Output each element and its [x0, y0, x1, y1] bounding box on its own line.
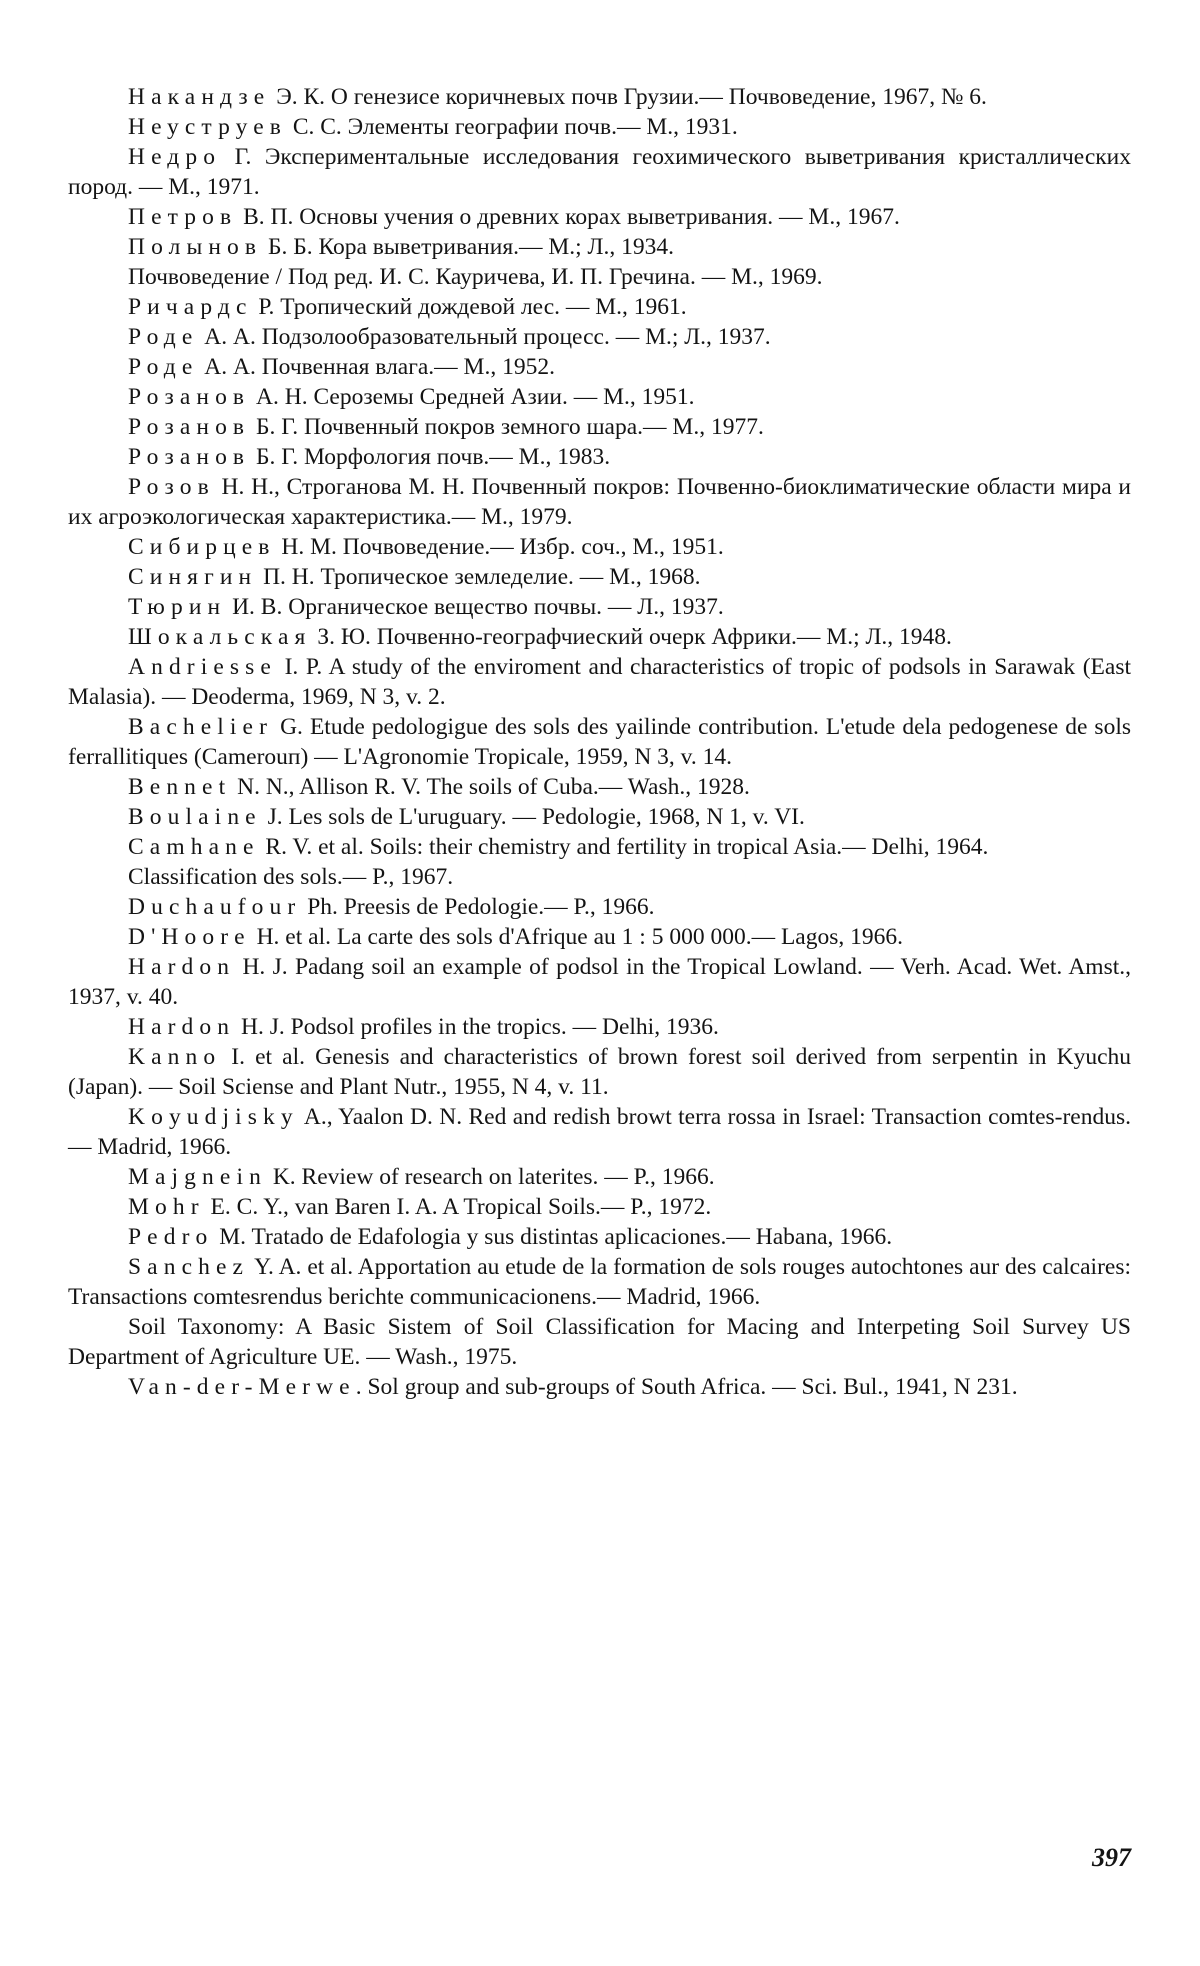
reference-entry	[68, 472, 1131, 532]
reference-entry	[68, 292, 1131, 322]
reference-entry	[68, 1012, 1131, 1042]
reference-entry	[68, 1372, 1131, 1402]
reference-entry	[68, 1222, 1131, 1252]
reference-entry	[68, 412, 1131, 442]
reference-text: J. Les sols de L'uruguary. — Pedologie, 1968, N 1, v. VI.	[261, 804, 805, 830]
reference-text: H. J. Podsol profiles in the tropics. — Delhi, 1936.	[235, 1014, 719, 1040]
reference-text: С. С. Элементы географии почв.— М., 1931.	[286, 114, 738, 140]
reference-text: З. Ю. Почвенно-географчиеский очерк Африки.— М.; Л., 1948.	[311, 624, 952, 650]
reference-entry	[68, 1042, 1131, 1102]
reference-entry	[68, 772, 1131, 802]
reference-entry	[68, 532, 1131, 562]
reference-text: Б. Г. Морфология почв.— М., 1983.	[250, 444, 611, 470]
reference-entry	[68, 1192, 1131, 1222]
reference-text: Б. Б. Кора выветривания.— М.; Л., 1934.	[262, 234, 674, 260]
reference-author: Boulaine	[128, 804, 262, 830]
reference-author: Ричардс	[128, 294, 253, 320]
reference-entry	[68, 652, 1131, 712]
reference-entry	[68, 592, 1131, 622]
reference-author: Тюрин	[128, 594, 227, 620]
reference-entry	[68, 622, 1131, 652]
reference-text: И. В. Органическое вещество почвы. — Л., 1937.	[226, 594, 724, 620]
reference-text: H. et al. La carte des sols d'Afrique au 1 : 5 000 000.— Lagos, 1966.	[250, 924, 904, 950]
reference-author: Hardon	[128, 954, 236, 980]
reference-author: Розов	[128, 474, 215, 500]
reference-list	[68, 82, 1131, 1402]
reference-author: Bachelier	[128, 714, 274, 740]
reference-entry	[68, 142, 1131, 202]
reference-entry	[68, 922, 1131, 952]
reference-text: H. J. Padang soil an example of podsol in the Tropical Lowland. — Verh. Acad. Wet. Amst., 1937, v. 40.	[68, 954, 1131, 1010]
reference-author: Van-der-Merwe	[128, 1374, 356, 1400]
reference-author: Синягин	[128, 564, 258, 590]
reference-entry	[68, 892, 1131, 922]
reference-entry	[68, 562, 1131, 592]
reference-author: Петров	[128, 204, 238, 230]
reference-text: Г. Экспериментальные исследования геохимического выветривания кристаллических пород. — М., 1971.	[68, 144, 1131, 200]
reference-author: Розанов	[128, 414, 251, 440]
page-number: 397	[1092, 1843, 1131, 1872]
reference-entry	[68, 1102, 1131, 1162]
reference-text: G. Etude pedologigue des sols des yailinde contribution. L'etude dela pedogenese de sols ferrallitiques (Camerouп) — L'Agronomie Tropicale, 1959, N 3, v. 14.	[68, 714, 1131, 770]
reference-entry	[68, 1162, 1131, 1192]
reference-text: В. П. Основы учения о древних корах выветривания. — М., 1967.	[237, 204, 900, 230]
reference-author: Bennet	[128, 774, 232, 800]
reference-author: Накандзе	[128, 84, 271, 110]
reference-text: А. А. Почвенная влага.— М., 1952.	[198, 354, 555, 380]
reference-entry	[68, 112, 1131, 142]
reference-author: Duchaufour	[128, 894, 302, 920]
reference-text: M. Tratado de Edafologia y sus distintas aplicaciones.— Habana, 1966.	[213, 1224, 893, 1250]
reference-author: Сибирцев	[128, 534, 276, 560]
reference-author: Недро	[128, 144, 222, 170]
reference-author: Розанов	[128, 384, 251, 410]
reference-text: . Sol group and sub-groups of South Africa. — Sci. Bul., 1941, N 231.	[355, 1374, 1018, 1400]
reference-text: I. P. A study of the enviroment and characteristics of tropic of podsols in Sarawak (East Malasia). — Deoderma, 1969, N 3, v. 2.	[68, 654, 1131, 710]
reference-author: Kanno	[128, 1044, 222, 1070]
reference-text: Р. Тропический дождевой лес. — М., 1961.	[252, 294, 687, 320]
reference-author: Andriesse	[128, 654, 277, 680]
reference-entry	[68, 1252, 1131, 1312]
reference-text: E. C. Y., van Baren I. A. A Tropical Soils.— P., 1972.	[204, 1194, 712, 1220]
reference-text: П. Н. Тропическое земледелие. — М., 1968.	[257, 564, 701, 590]
reference-entry	[68, 862, 1131, 892]
reference-text: Soil Taxonomy: A Basic Sistem of Soil Classification for Macing and Interpeting Soil Survey US Department of Agriculture UE. — Wash., 1975.	[68, 1314, 1131, 1370]
reference-text: Ph. Preesis de Pedologie.— P., 1966.	[301, 894, 655, 920]
reference-author: D'Hoore	[128, 924, 251, 950]
reference-author: Mohr	[128, 1194, 205, 1220]
reference-author: Pedro	[128, 1224, 214, 1250]
reference-text: R. V. et al. Soils: their chemistry and fertility in tropical Asia.— Delhi, 1964.	[259, 834, 989, 860]
reference-text: Почвоведение / Под ред. И. С. Кауричева, И. П. Гречина. — М., 1969.	[128, 264, 823, 290]
reference-author: Розанов	[128, 444, 251, 470]
reference-author: Koyudjisky	[128, 1104, 299, 1130]
reference-entry	[68, 262, 1131, 292]
reference-entry	[68, 202, 1131, 232]
reference-author: Роде	[128, 324, 199, 350]
reference-entry	[68, 442, 1131, 472]
reference-author: Majgnein	[128, 1164, 267, 1190]
reference-entry	[68, 832, 1131, 862]
reference-entry	[68, 1312, 1131, 1372]
reference-entry	[68, 802, 1131, 832]
reference-text: А. Н. Сероземы Средней Азии. — М., 1951.	[250, 384, 695, 410]
reference-text: N. N., Allison R. V. The soils of Cuba.— Wash., 1928.	[231, 774, 750, 800]
reference-text: А. А. Подзолообразовательный процесс. — М.; Л., 1937.	[198, 324, 771, 350]
reference-author: Роде	[128, 354, 199, 380]
reference-text: Classification des sols.— P., 1967.	[128, 864, 454, 890]
reference-text: Б. Г. Почвенный покров земного шара.— М., 1977.	[250, 414, 764, 440]
reference-author: Шокальская	[128, 624, 312, 650]
reference-text: Н. М. Почвоведение.— Избр. соч., М., 1951.	[275, 534, 724, 560]
reference-author: Неуструев	[128, 114, 287, 140]
reference-author: Sanchez	[128, 1254, 250, 1280]
reference-author: Полынов	[128, 234, 263, 260]
reference-text: Н. Н., Строганова М. Н. Почвенный покров: Почвенно-биоклиматические области мира и их агроэкологическая характеристика.— М., 1979.	[68, 474, 1131, 530]
reference-text: I. et al. Genesis and characteristics of brown forest soil derived from serpentin in Kyuchu (Japan). — Soil Sciense and Plant Nutr., 1955, N 4, v. 11.	[68, 1044, 1131, 1100]
reference-entry	[68, 82, 1131, 112]
reference-author: Camhane	[128, 834, 260, 860]
reference-entry	[68, 712, 1131, 772]
reference-entry	[68, 952, 1131, 1012]
reference-author: Hardon	[128, 1014, 236, 1040]
reference-text: A., Yaalon D. N. Red and redish browt terra rossa in Israel: Transaction comtes-rendus. — Madrid, 1966.	[68, 1104, 1131, 1160]
reference-entry	[68, 322, 1131, 352]
reference-entry	[68, 382, 1131, 412]
reference-entry	[68, 232, 1131, 262]
reference-entry	[68, 352, 1131, 382]
reference-text: Y. A. et al. Apportation au etude de la formation de sols rouges autochtones aur des calcaires: Transactions comtesrendus berichte communicacionens.— Madrid, 1966.	[68, 1254, 1131, 1310]
reference-text: K. Review of research on laterites. — P., 1966.	[266, 1164, 715, 1190]
reference-text: Э. К. О генезисе коричневых почв Грузии.— Почвоведение, 1967, № 6.	[270, 84, 987, 110]
